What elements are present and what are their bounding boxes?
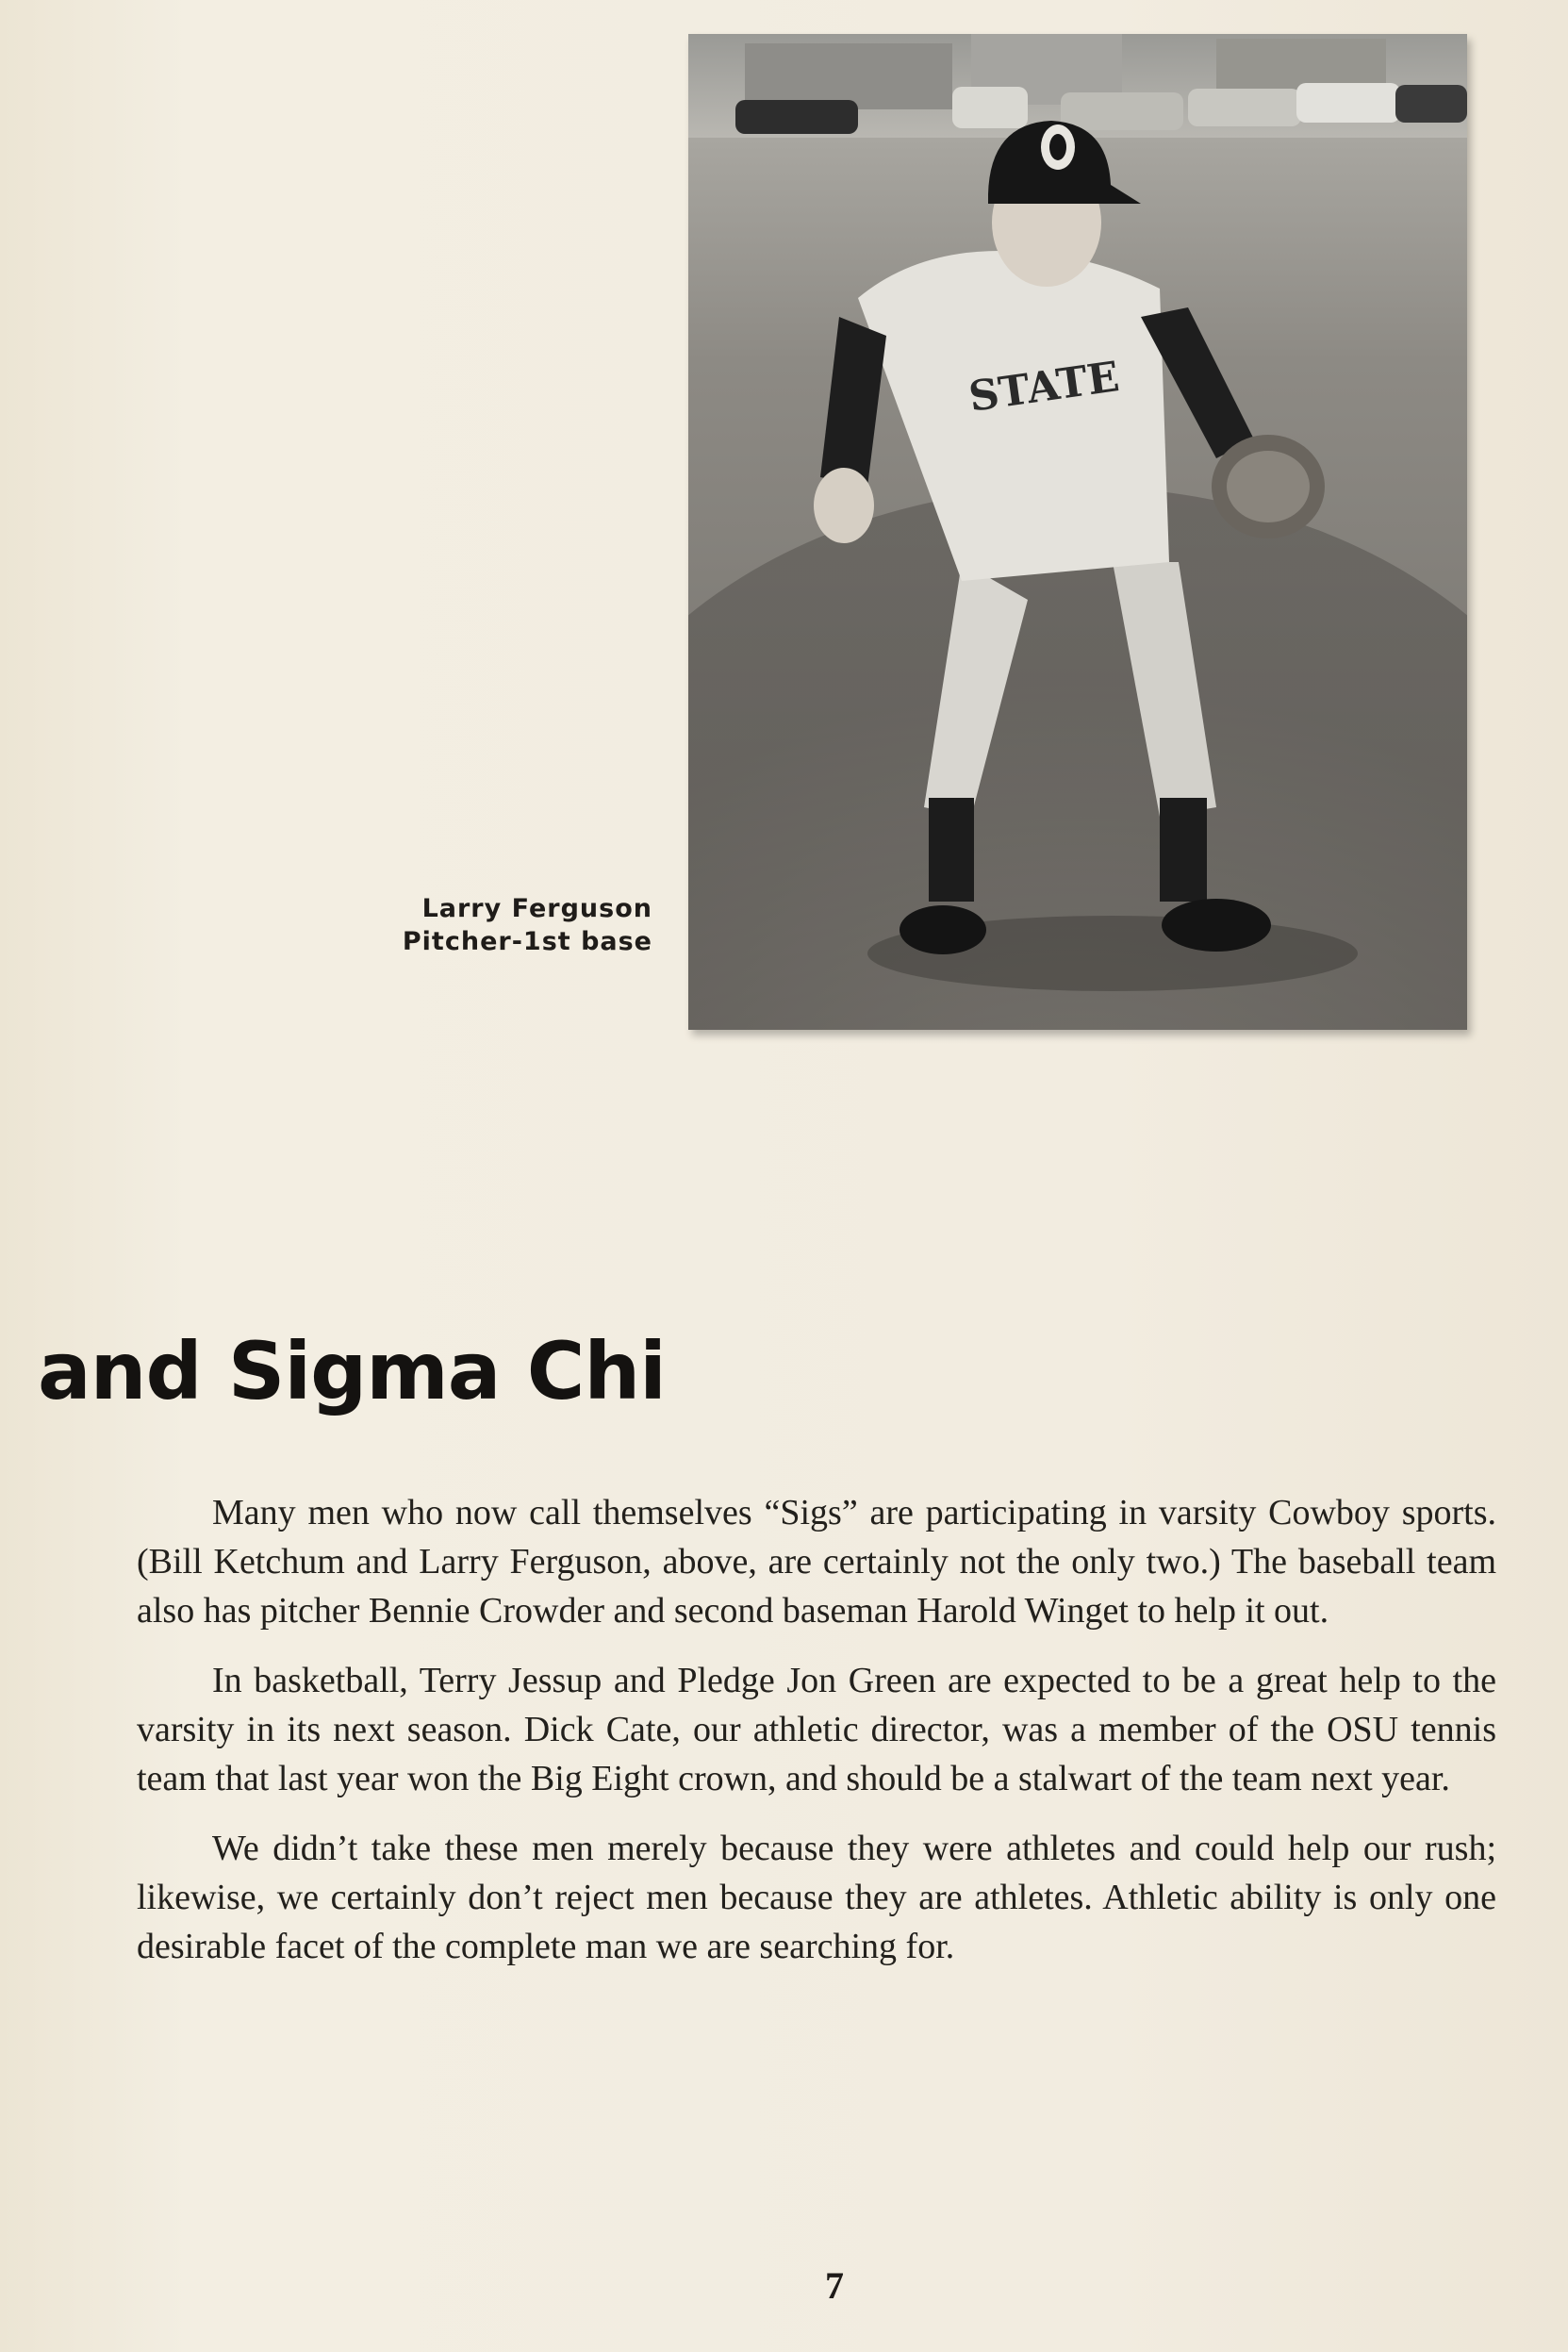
paragraph: We didn’t take these men merely because they were athletes and could help our rush; likewise, we certainly don’t reject men because they are athletes. Athletic ability is only one desirable facet of the complete man we are searching for. [137, 1829, 1496, 1966]
svg-text:STATE: STATE [966, 353, 1123, 422]
caption-name: Larry Ferguson [421, 894, 652, 923]
section-heading: and Sigma Chi [38, 1325, 666, 1417]
page-number: 7 [825, 2264, 844, 2307]
paragraph: Many men who now call themselves “Sigs” are participating in varsity Cowboy sports. (Bill Ketchum and Larry Ferguson, above, are certainly not the only two.) The baseball team also has pitcher Bennie Crowder and second baseman Harold Winget to help it out. [137, 1493, 1496, 1631]
photo-caption [396, 892, 652, 958]
article-body [137, 1488, 1496, 1992]
photo-illustration [688, 34, 1467, 1030]
paragraph: In basketball, Terry Jessup and Pledge Jon Green are expected to be a great help to the varsity in its next season. Dick Cate, our athletic director, was a member of the OSU tennis team that last year won the Big Eight crown, and should be a stalwart of the team next year. [137, 1661, 1496, 1798]
baseball-player-photo [688, 34, 1467, 1030]
caption-role: Pitcher-1st base [402, 927, 652, 956]
